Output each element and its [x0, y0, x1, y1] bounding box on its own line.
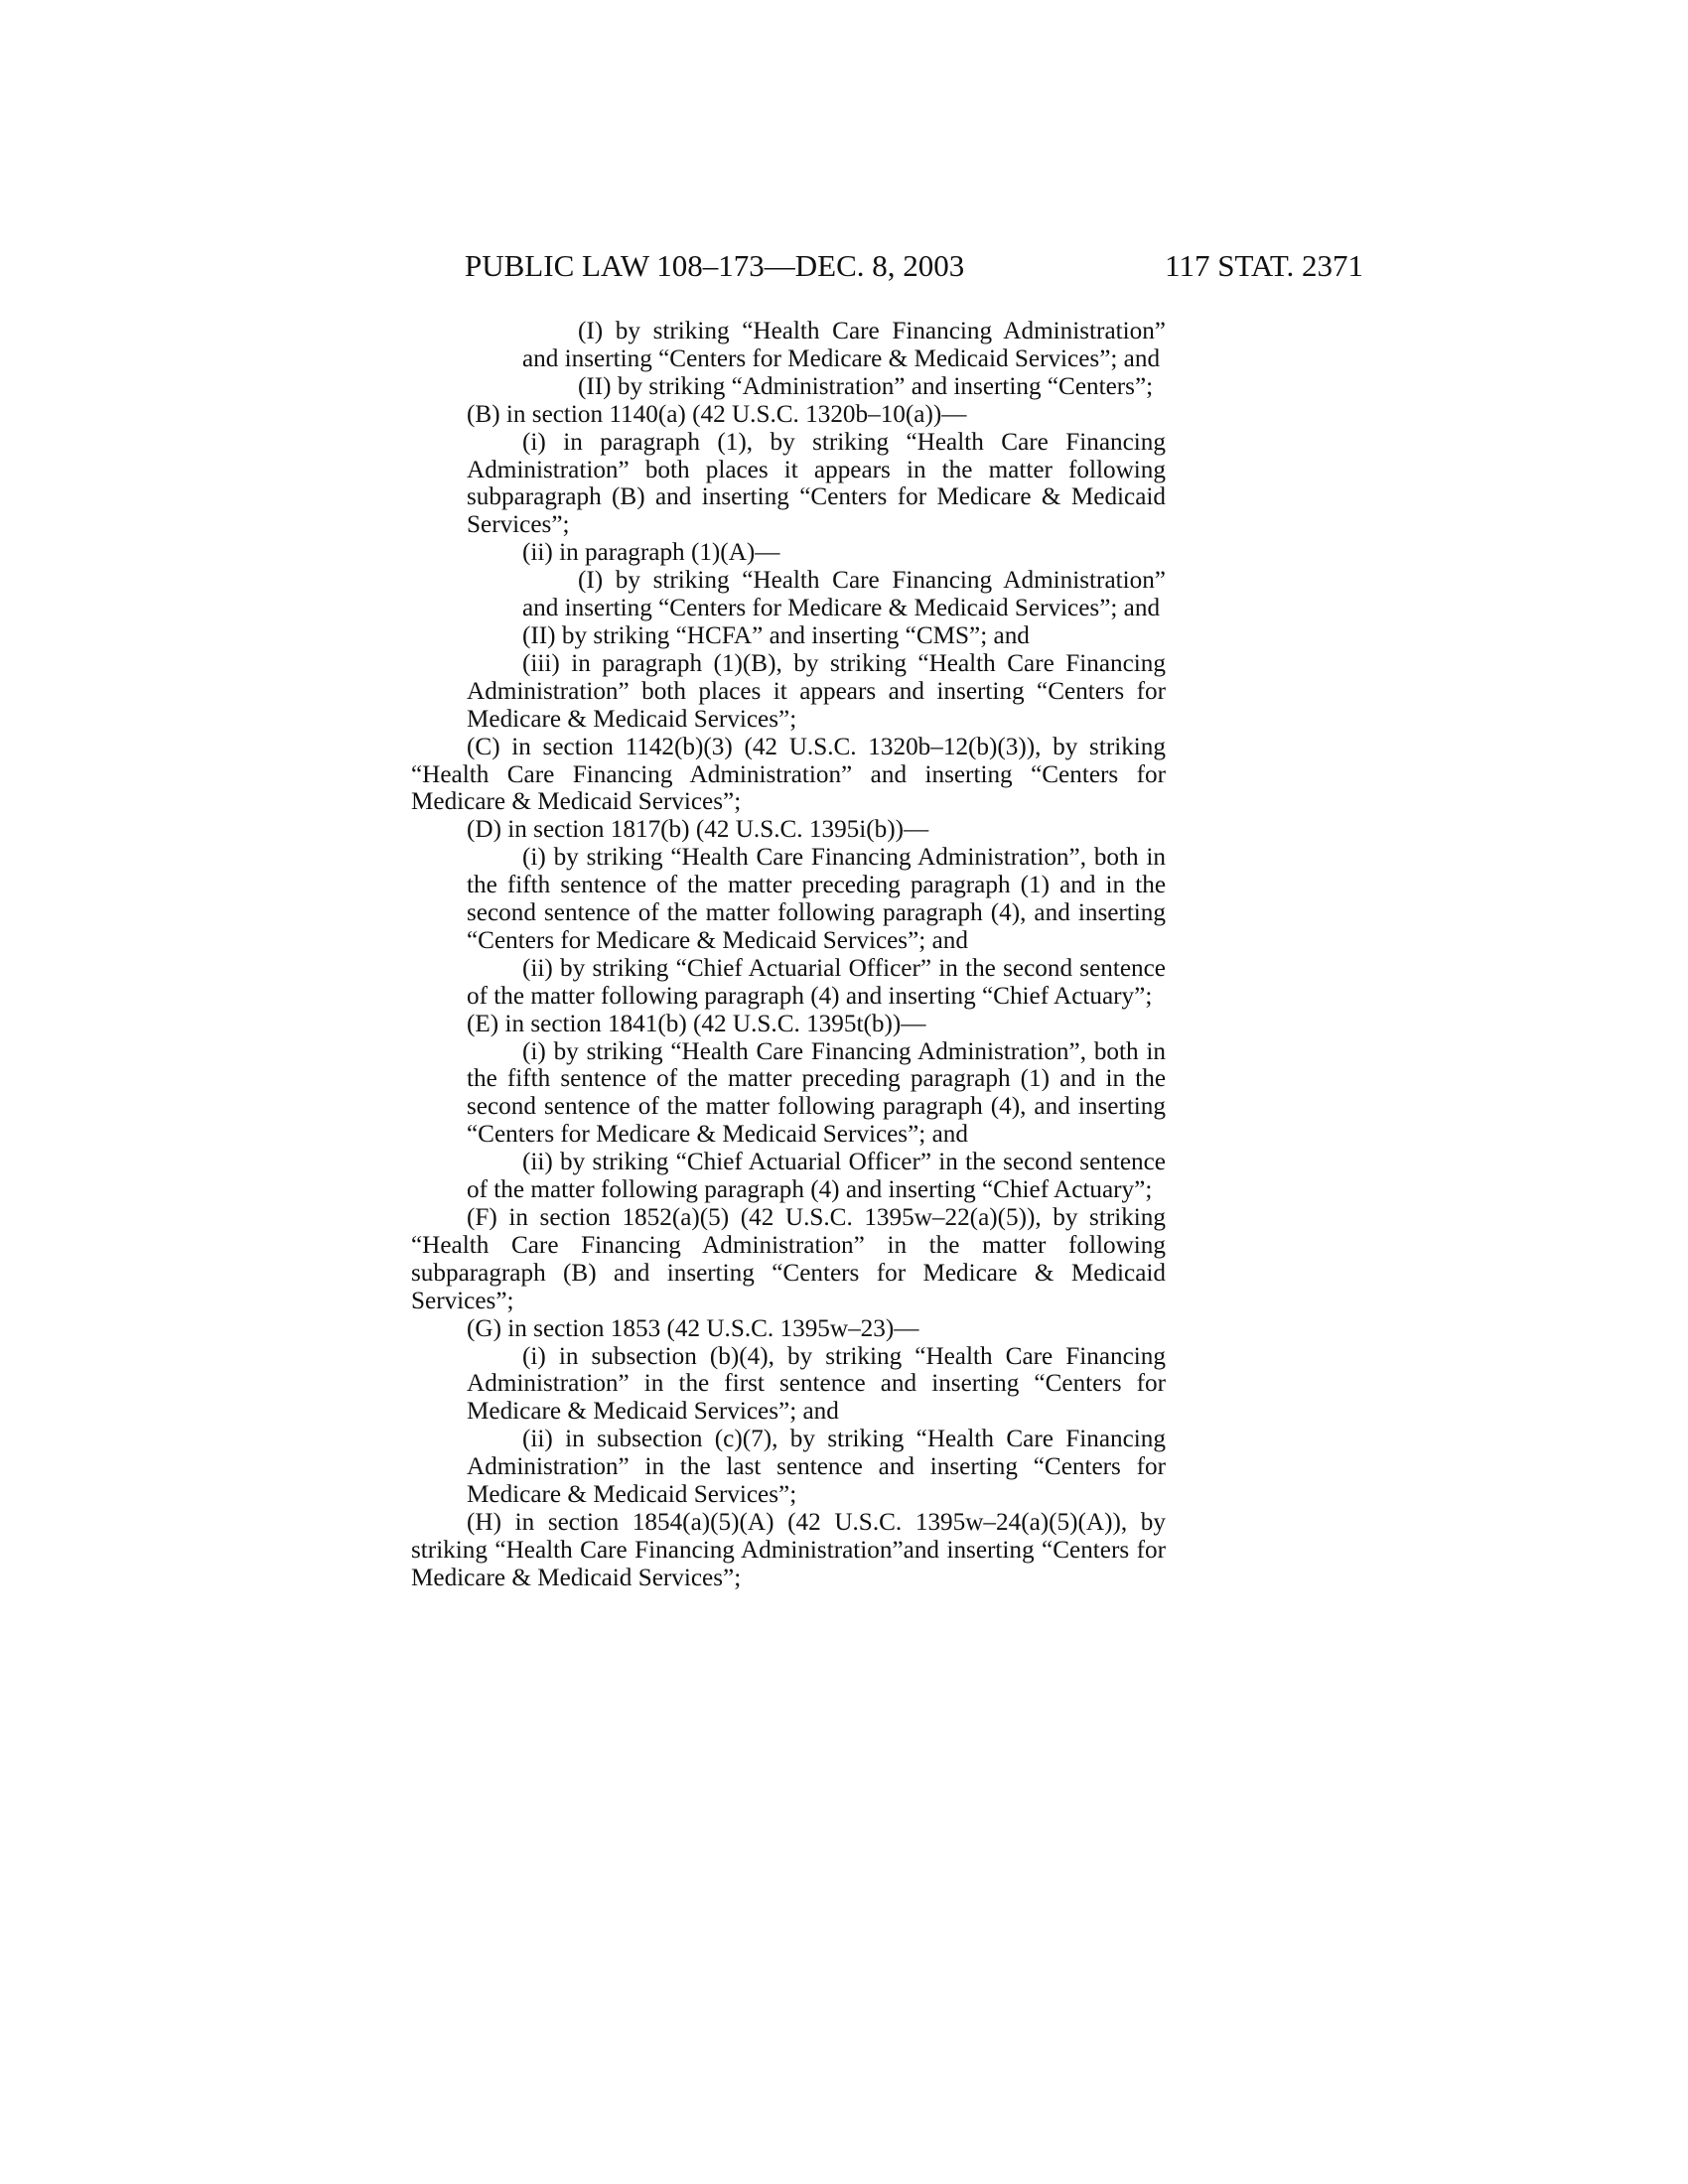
page-header	[465, 246, 1363, 286]
page-citation: 117 STAT. 2371	[1165, 248, 1363, 283]
subparagraph-d: (D) in section 1817(b) (42 U.S.C. 1395i(b))—	[467, 816, 929, 844]
clause-i-striking: (I) by striking “Health Care Financing Administration” and inserting “Centers for Medicare & Medicaid Services”; and	[522, 318, 1166, 372]
clause-i-subsection-b4: (i) in subsection (b)(4), by striking “Health Care Financing Administration” in the first sentence and inserting “Centers for Medicare & Medicaid Services”; and	[467, 1342, 1166, 1426]
subparagraph-e: (E) in section 1841(b) (42 U.S.C. 1395t(b))—	[467, 1010, 926, 1037]
clause-ii-subsection-c7: (ii) in subsection (c)(7), by striking “Health Care Financing Administration” in the last sentence and inserting “Centers for Medicare & Medicaid Services”;	[467, 1426, 1166, 1509]
clause-i-section-1841: (i) by striking “Health Care Financing Administration”, both in the fifth sentence of the matter preceding paragraph (1) and in the second sentence of the matter following paragraph (4), and inserting “Centers for Medicare & Medicaid Services”; and	[467, 1037, 1166, 1149]
subparagraph-f: (F) in section 1852(a)(5) (42 U.S.C. 1395w–22(a)(5)), by striking “Health Care Financing Administration” in the matter following subparagraph (B) and inserting “Centers for Medicare & Medicaid Services”;	[411, 1204, 1166, 1314]
subclause-i-striking: (I) by striking “Health Care Financing Administration” and inserting “Centers for Medicare & Medicaid Services”; and	[522, 567, 1166, 622]
clause-iii-paragraph-1b: (iii) in paragraph (1)(B), by striking “Health Care Financing Administration” both places it appears and inserting “Centers for Medicare & Medicaid Services”;	[467, 649, 1166, 733]
subparagraph-c: (C) in section 1142(b)(3) (42 U.S.C. 1320b–12(b)(3)), by striking “Health Care Financing Administration” and inserting “Centers for Medicare & Medicaid Services”;	[411, 733, 1166, 816]
subclause-ii-hcfa: (II) by striking “HCFA” and inserting “CMS”; and	[522, 621, 1030, 649]
clause-i-paragraph-1: (i) in paragraph (1), by striking “Health Care Financing Administration” both places it appears in the matter following subparagraph (B) and inserting “Centers for Medicare & Medicaid Services”;	[467, 428, 1166, 539]
subparagraph-g: (G) in section 1853 (42 U.S.C. 1395w–23)—	[467, 1314, 919, 1342]
subparagraph-h: (H) in section 1854(a)(5)(A) (42 U.S.C. 1395w–24(a)(5)(A)), by striking “Health Care Financing Administration”and inserting “Centers for Medicare & Medicaid Services”;	[411, 1508, 1166, 1591]
running-head: PUBLIC LAW 108–173—DEC. 8, 2003	[465, 248, 965, 283]
clause-ii-section-1841: (ii) by striking “Chief Actuarial Officer” in the second sentence of the matter following paragraph (4) and inserting “Chief Actuary”;	[467, 1149, 1166, 1204]
clause-ii-striking: (II) by striking “Administration” and inserting “Centers”;	[578, 372, 1154, 400]
subparagraph-b: (B) in section 1140(a) (42 U.S.C. 1320b–10(a))—	[467, 400, 967, 428]
clause-i-section-1817: (i) by striking “Health Care Financing Administration”, both in the fifth sentence of the matter preceding paragraph (1) and in the second sentence of the matter following paragraph (4), and inserting “Centers for Medicare & Medicaid Services”; and	[467, 844, 1166, 954]
clause-ii-paragraph-1a: (ii) in paragraph (1)(A)—	[522, 539, 780, 567]
clause-ii-section-1817: (ii) by striking “Chief Actuarial Officer” in the second sentence of the matter following paragraph (4) and inserting “Chief Actuary”;	[467, 954, 1166, 1010]
document-body	[411, 318, 1166, 1592]
